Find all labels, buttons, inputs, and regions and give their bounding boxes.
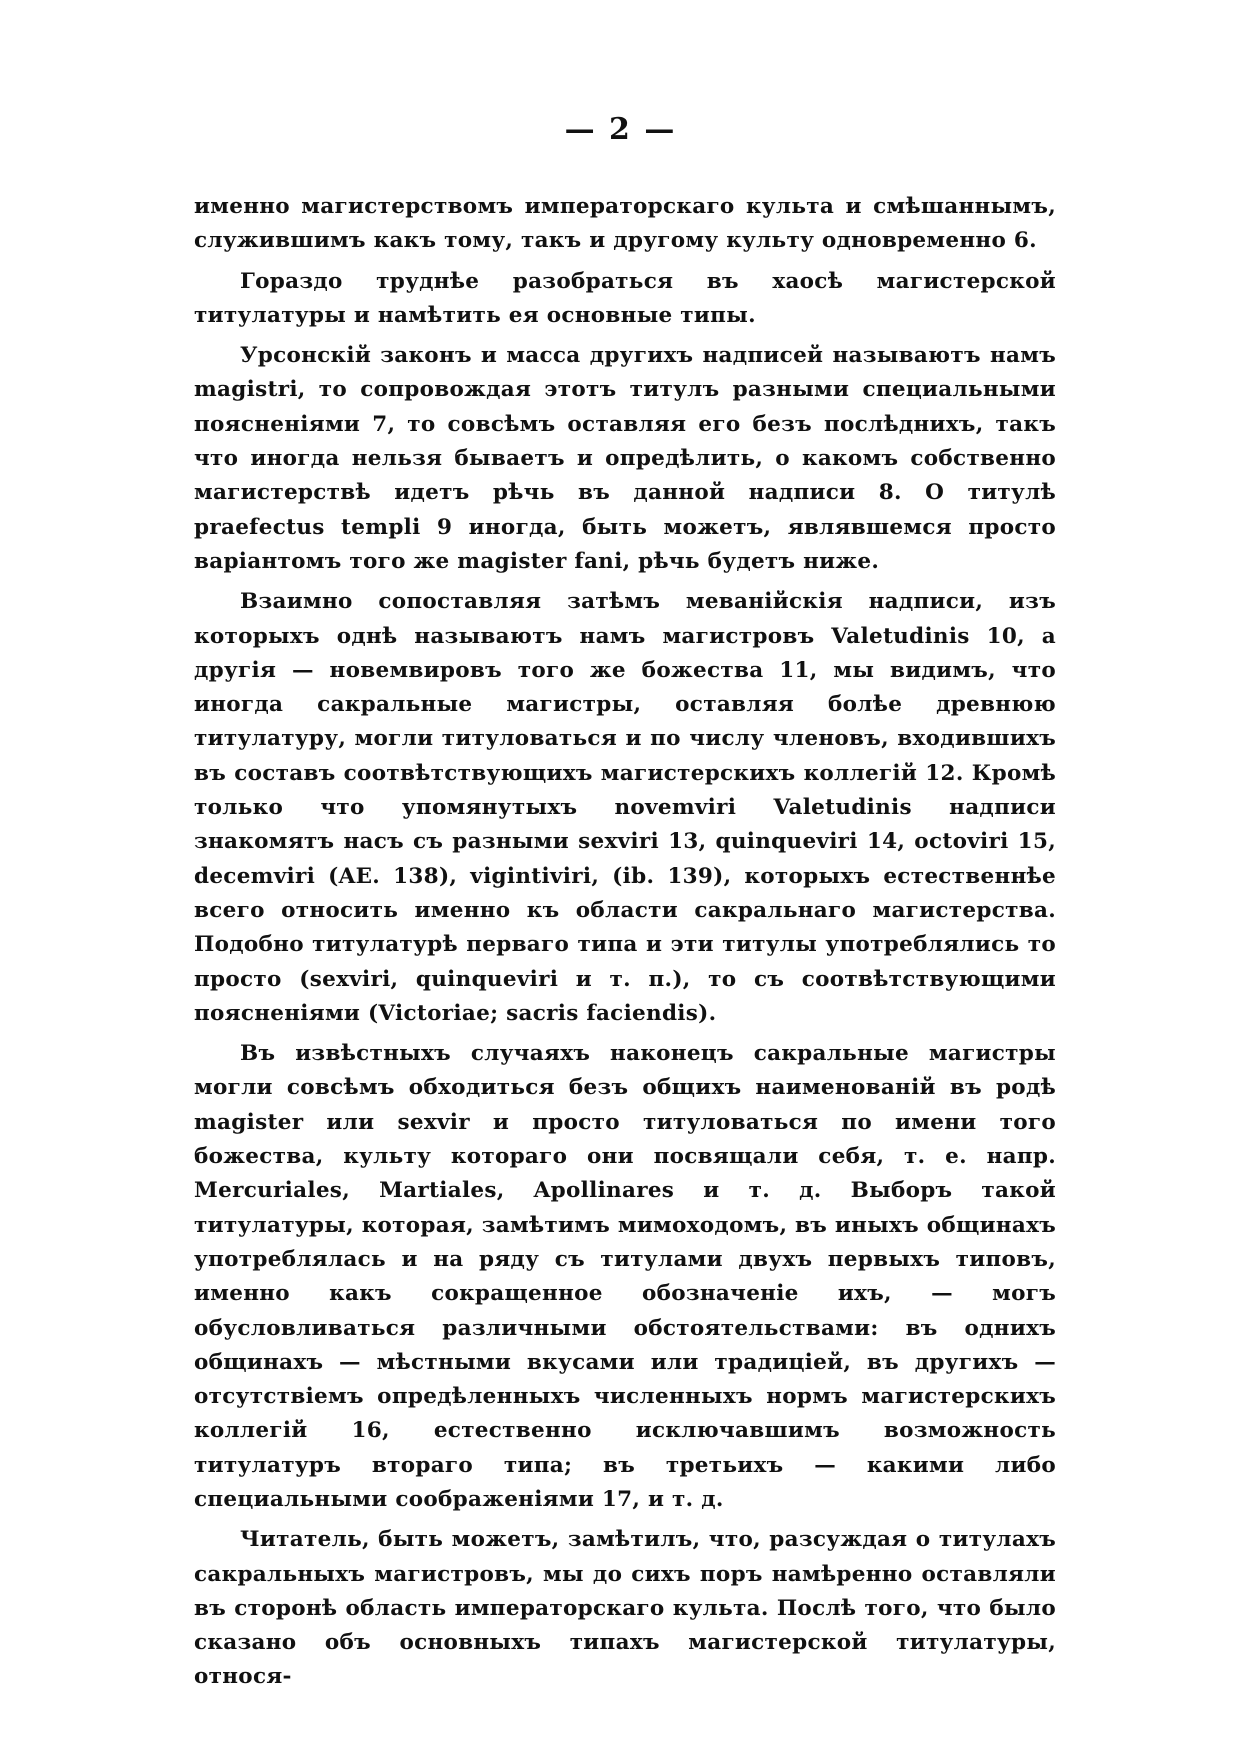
paragraph: Въ извѣстныхъ случаяхъ наконецъ сакральные магистры могли совсѣмъ обходиться безъ общихъ наименованій въ родѣ magister или sexvir и просто титуловаться по имени того божества, культу котораго они посвящали себя, т. е. напр. Mercuriales, Martiales, Apollinares и т. д. Выборъ такой титулатуры, которая, замѣтимъ мимоходомъ, въ иныхъ общинахъ употреблялась и на ряду съ титулами двухъ первыхъ типовъ, именно какъ сокращенное обозначеніе ихъ, — могъ обусловливаться различными обстоятельствами: въ однихъ общинахъ — мѣстными вкусами или традиціей, въ другихъ — отсутствіемъ опредѣленныхъ численныхъ нормъ магистерскихъ коллегій 16, естественно исключавшимъ возможность титулатуръ втораго типа; въ третьихъ — какими либо специальными соображеніями 17, и т. д. [194, 1041, 1056, 1512]
paragraph: Гораздо труднѣе разобраться въ хаосѣ магистерской титулатуры и намѣтить ея основные типы. [194, 268, 1056, 328]
page-number: — 2 — [564, 112, 677, 147]
paragraph: именно магистерствомъ императорскаго культа и смѣшаннымъ, служившимъ какъ тому, такъ и другому культу одновременно 6. [194, 194, 1056, 254]
paragraph: Взаимно сопоставляя затѣмъ меванійскія надписи, изъ которыхъ однѣ называютъ намъ магистровъ Valetudinis 10, а другія — новемвировъ того же божества 11, мы видимъ, что иногда сакральные магистры, оставляя болѣе древнюю титулатуру, могли титуловаться и по числу членовъ, входившихъ въ составъ соотвѣтствующихъ магистерскихъ коллегій 12. Кромѣ только что упомянутыхъ novemviri Valetudinis надписи знакомятъ насъ съ разными sexviri 13, quinqueviri 14, octoviri 15, decemviri (AE. 138), vigintiviri, (ib. 139), которыхъ естественнѣе всего относить именно къ области сакральнаго магистерства. Подобно титулатурѣ перваго типа и эти титулы употреблялись то просто (sexviri, quinqueviri и т. п.), то съ соотвѣтствующими поясненіями (Victoriae; sacris faciendis). [194, 589, 1056, 1026]
paragraph: Урсонскій законъ и масса другихъ надписей называютъ намъ magistri, то сопровождая этотъ титулъ разными специальными поясненіями 7, то совсѣмъ оставляя его безъ послѣднихъ, такъ что иногда нельзя бываетъ и опредѣлить, о какомъ собственно магистерствѣ идетъ рѣчь въ данной надписи 8. О титулѣ praefectus templi 9 иногда, быть можетъ, являвшемся просто варіантомъ того же magister fani, рѣчь будетъ ниже. [194, 343, 1056, 574]
body-text [194, 190, 1056, 1701]
paragraph: Читатель, быть можетъ, замѣтилъ, что, разсуждая о титулахъ сакральныхъ магистровъ, мы до сихъ поръ намѣренно оставляли въ сторонѣ область императорскаго культа. Послѣ того, что было сказано объ основныхъ типахъ магистерской титулатуры, относя- [194, 1527, 1056, 1690]
